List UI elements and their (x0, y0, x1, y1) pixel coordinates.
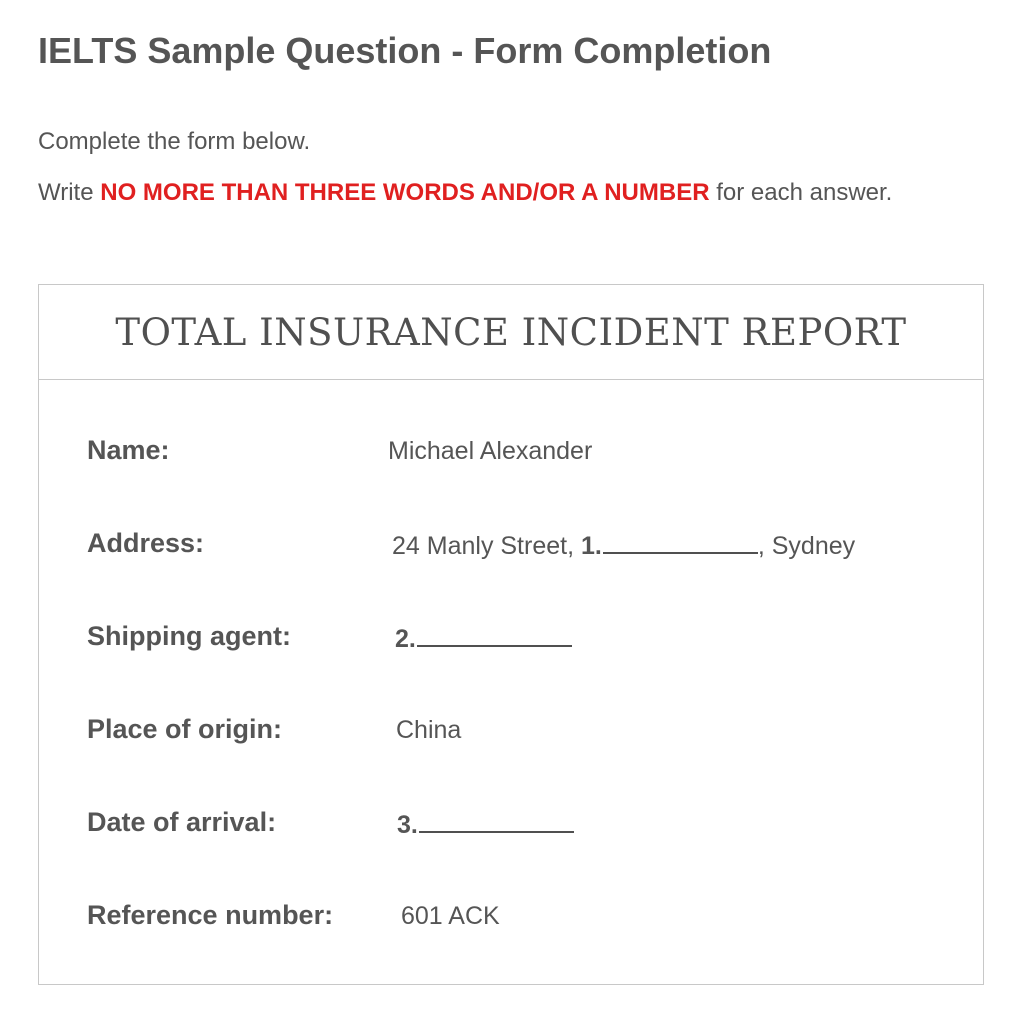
place-of-origin-label: Place of origin: (87, 714, 283, 744)
address-prefix: 24 Manly Street, (392, 532, 581, 560)
date-of-arrival-label: Date of arrival: (87, 807, 277, 837)
incident-report-form (38, 284, 984, 985)
question-2-blank[interactable] (417, 623, 572, 647)
question-1-blank[interactable] (603, 530, 758, 554)
instruction-suffix: for each answer. (709, 179, 893, 206)
form-row-date-of-arrival (87, 807, 963, 847)
address-value (392, 530, 855, 561)
form-row-place-of-origin (87, 714, 963, 754)
address-label: Address: (87, 528, 205, 558)
reference-number-label: Reference number: (87, 900, 334, 930)
form-row-reference-number (87, 900, 963, 940)
form-header (39, 285, 983, 380)
form-row-shipping-agent (87, 621, 963, 661)
shipping-agent-value (395, 623, 572, 654)
instruction-prefix: Write (38, 179, 101, 206)
question-3-number: 3. (397, 811, 418, 839)
instruction-line-1: Complete the form below. (38, 128, 311, 155)
name-label: Name: (87, 435, 170, 465)
form-title: TOTAL INSURANCE INCIDENT REPORT (115, 310, 907, 354)
shipping-agent-label: Shipping agent: (87, 621, 291, 651)
place-of-origin-value: China (396, 716, 462, 744)
page-title: IELTS Sample Question - Form Completion (38, 30, 772, 71)
address-suffix: , Sydney (757, 532, 856, 560)
instruction-emphasis: NO MORE THAN THREE WORDS AND/OR A NUMBER (100, 179, 710, 206)
form-row-address (87, 528, 963, 568)
reference-number-value: 601 ACK (401, 902, 500, 930)
question-1-number: 1. (580, 532, 602, 560)
instruction-line-2 (38, 174, 968, 212)
question-2-number: 2. (395, 625, 416, 653)
form-row-name (87, 435, 963, 475)
question-3-blank[interactable] (419, 809, 574, 833)
name-value: Michael Alexander (388, 437, 593, 465)
date-of-arrival-value (397, 809, 574, 840)
